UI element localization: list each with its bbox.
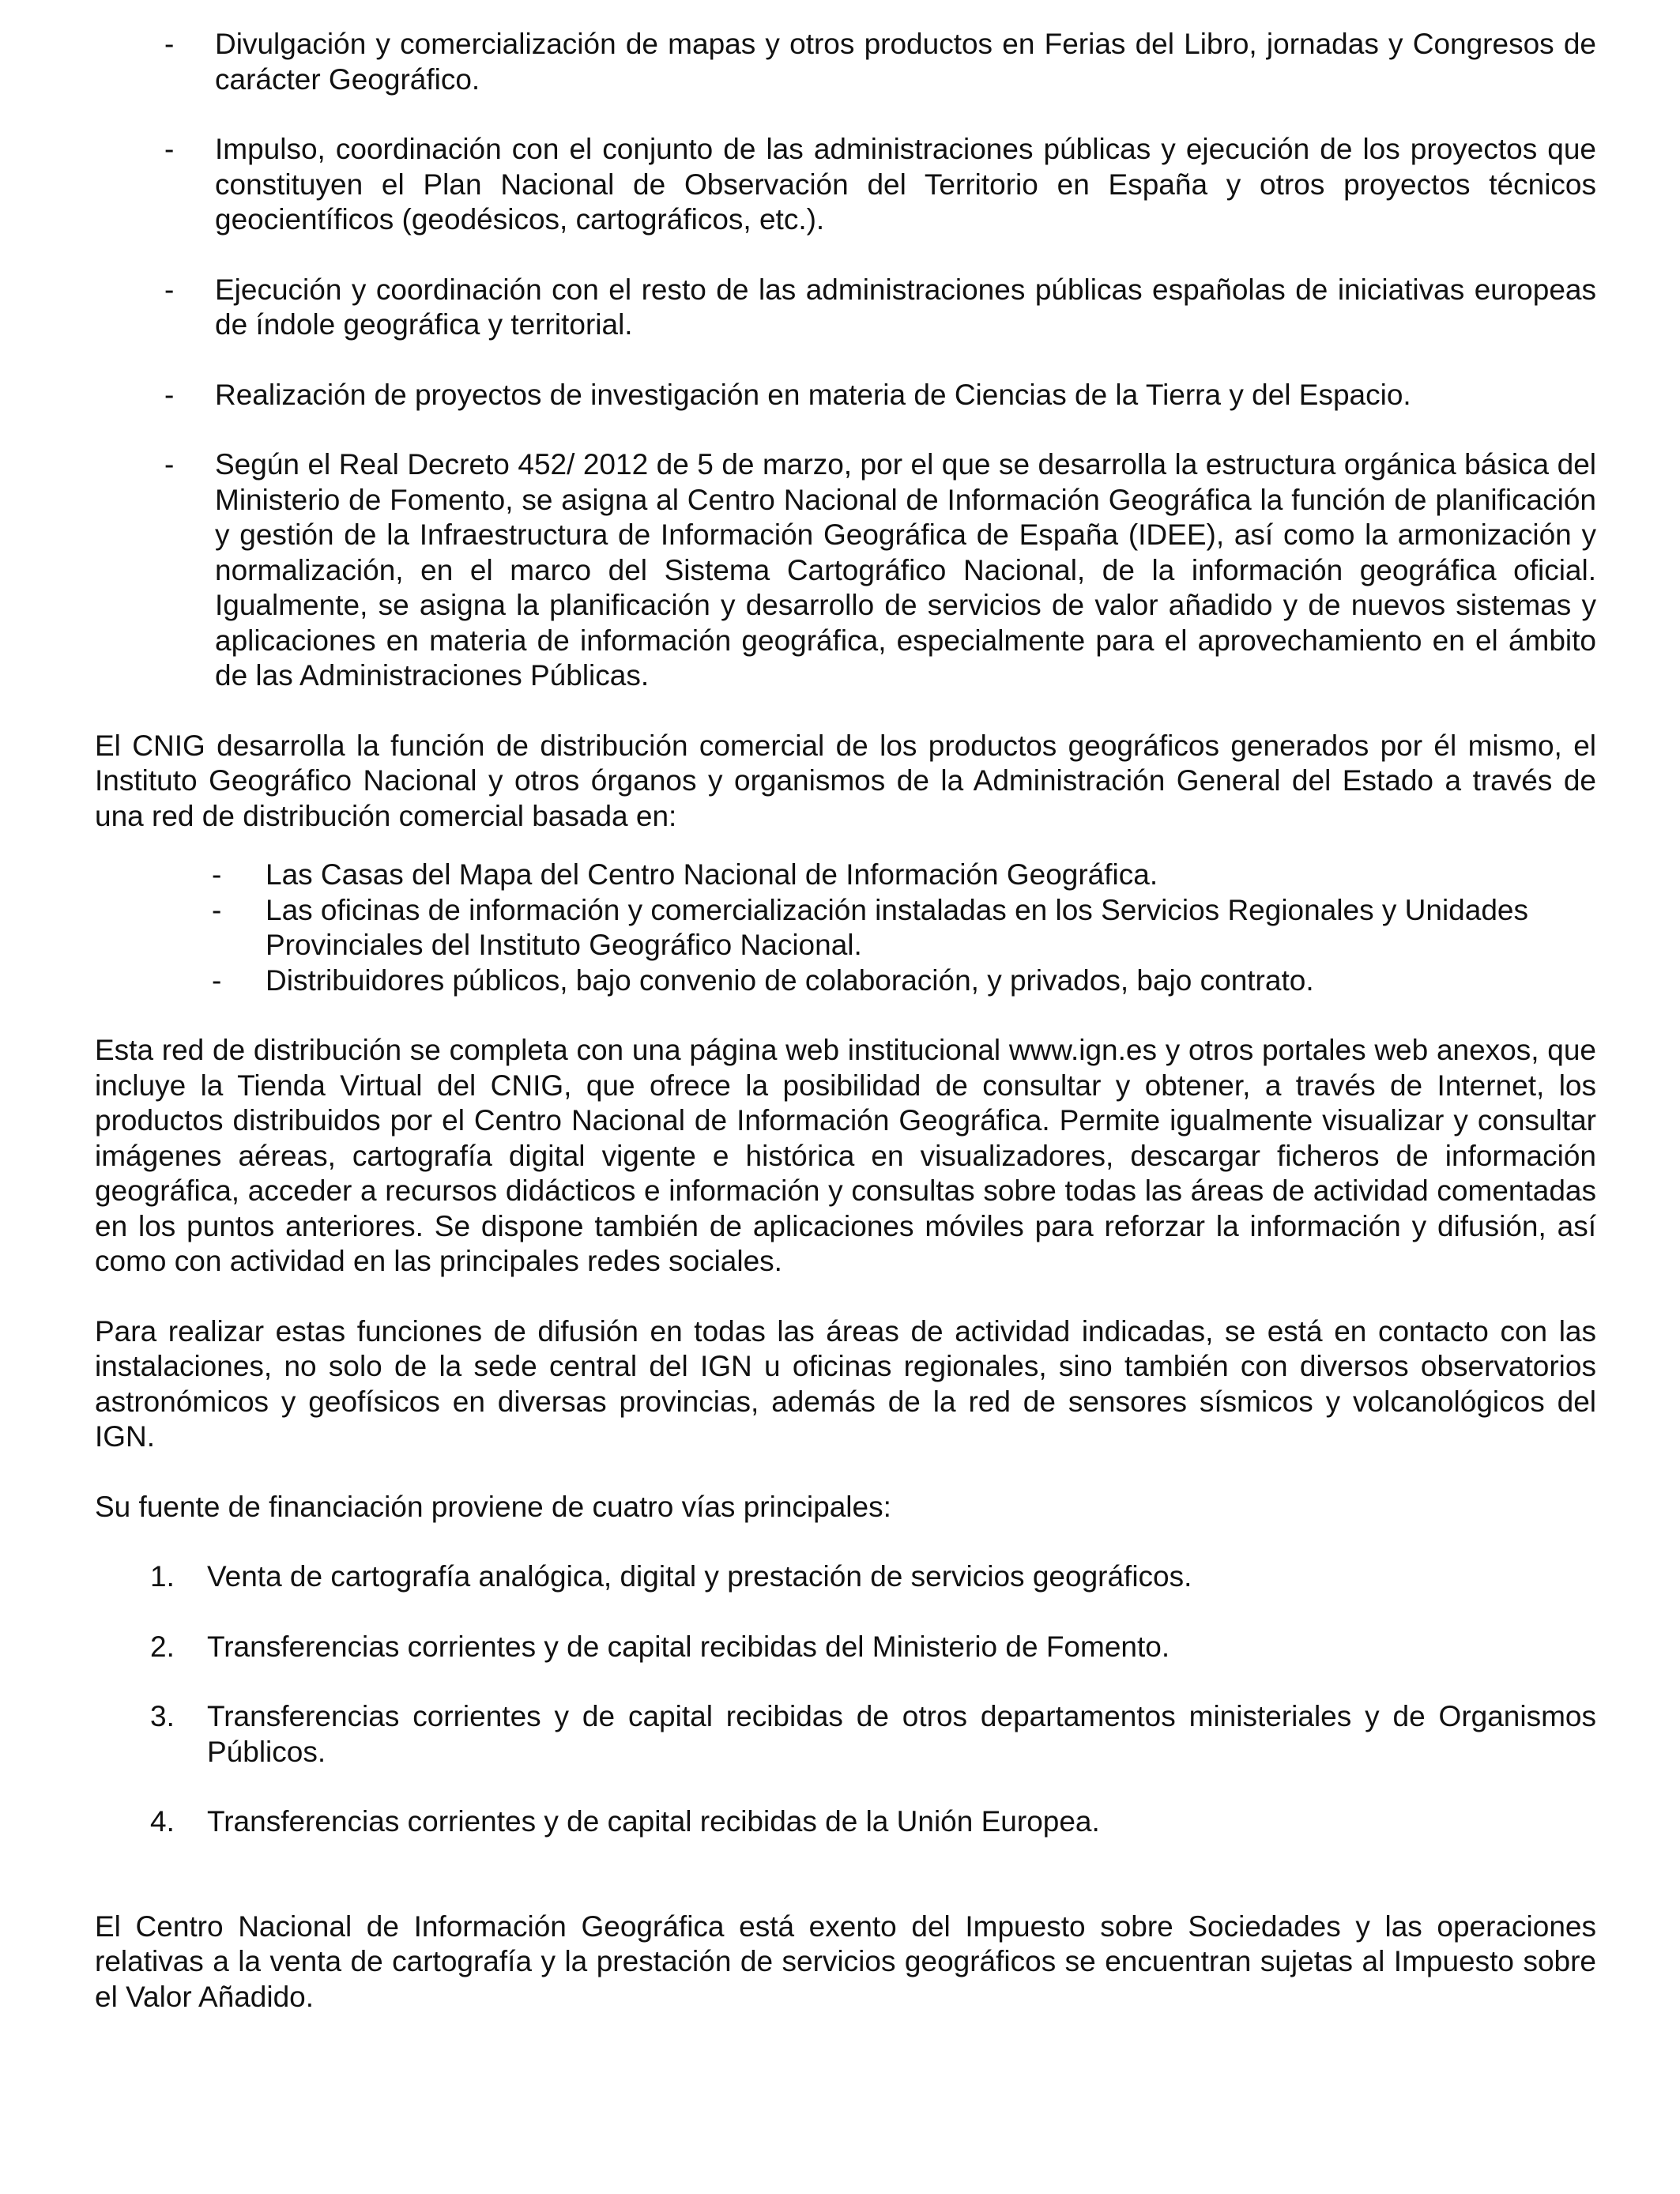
- list-item: [95, 378, 1596, 413]
- dash-bullet: -: [212, 963, 222, 997]
- distribution-item: [95, 893, 1596, 963]
- distribution-item: [95, 858, 1596, 893]
- funding-item-text: Transferencias corrientes y de capital recibidas del Ministerio de Fomento.: [207, 1630, 1170, 1663]
- distribution-item: [95, 963, 1596, 999]
- list-item: [95, 273, 1596, 343]
- dash-bullet: -: [164, 273, 175, 306]
- distribution-item-text: Las oficinas de información y comercialización instaladas en los Servicios Regionales y Unidades Provinciales del Instituto Geográfico Nacional.: [266, 893, 1528, 961]
- list-item-text: Impulso, coordinación con el conjunto de las administraciones públicas y ejecución de los proyectos que constituyen el Plan Nacional de Observación del Territorio en España y otros proyectos técnicos geocientíficos (geodésicos, cartográficos, etc.).: [215, 133, 1596, 236]
- dash-bullet: -: [164, 378, 175, 411]
- distribution-item-text: Las Casas del Mapa del Centro Nacional de Información Geográfica.: [266, 858, 1158, 891]
- funding-item: [95, 1559, 1596, 1595]
- funding-item-number: 3.: [150, 1700, 175, 1732]
- funding-list: [95, 1559, 1596, 1840]
- contact-paragraph: Para realizar estas funciones de difusión en todas las áreas de actividad indicadas, se está en contacto con las instalaciones, no solo de la sede central del IGN u oficinas regionales, sino también con diversos observatorios astronómicos y geofísicos en diversas provincias, además de la red de sensores sísmicos y volcanológicos del IGN.: [95, 1314, 1596, 1453]
- dash-bullet: -: [212, 858, 222, 891]
- distribution-intro-paragraph: El CNIG desarrolla la función de distribución comercial de los productos geográficos generados por él mismo, el Instituto Geográfico Nacional y otros órganos y organismos de la Administración General del Estado a través de una red de distribución comercial basada en:: [95, 729, 1596, 832]
- function-list: [95, 27, 1596, 694]
- funding-item-number: 4.: [150, 1805, 175, 1838]
- tax-paragraph: El Centro Nacional de Información Geográfica está exento del Impuesto sobre Sociedades y las operaciones relativas a la venta de cartografía y la prestación de servicios geográficos se encuentran sujetas al Impuesto sobre el Valor Añadido.: [95, 1909, 1596, 2013]
- dash-bullet: -: [164, 448, 175, 481]
- list-item: [95, 27, 1596, 97]
- funding-item-text: Venta de cartografía analógica, digital y prestación de servicios geográficos.: [207, 1560, 1192, 1593]
- list-item: [95, 132, 1596, 238]
- list-item-text: Realización de proyectos de investigación en materia de Ciencias de la Tierra y del Espacio.: [215, 378, 1411, 411]
- funding-intro-paragraph: Su fuente de financiación proviene de cuatro vías principales:: [95, 1490, 891, 1523]
- funding-item-number: 1.: [150, 1560, 175, 1593]
- distribution-item-text: Distribuidores públicos, bajo convenio de colaboración, y privados, bajo contrato.: [266, 963, 1314, 997]
- funding-item: [95, 1630, 1596, 1665]
- document-page: [95, 27, 1596, 2049]
- dash-bullet: -: [212, 893, 222, 926]
- distribution-list: [95, 858, 1596, 998]
- funding-item: [95, 1804, 1596, 1840]
- funding-item-text: Transferencias corrientes y de capital recibidas de otros departamentos ministeriales y de Organismos Públicos.: [207, 1700, 1596, 1768]
- funding-item-text: Transferencias corrientes y de capital recibidas de la Unión Europea.: [207, 1805, 1100, 1838]
- list-item: [95, 447, 1596, 694]
- list-item-text: Ejecución y coordinación con el resto de las administraciones públicas españolas de iniciativas europeas de índole geográfica y territorial.: [215, 273, 1596, 341]
- list-item-text: Según el Real Decreto 452/ 2012 de 5 de marzo, por el que se desarrolla la estructura orgánica básica del Ministerio de Fomento, se asigna al Centro Nacional de Información Geográfica la función de planificación y gestión de la Infraestructura de Información Geográfica de España (IDEE), así como la armonización y normalización, en el marco del Sistema Cartográfico Nacional, de la información geográfica oficial. Igualmente, se asigna la planificación y desarrollo de servicios de valor añadido y de nuevos sistemas y aplicaciones en materia de información geográfica, especialmente para el aprovechamiento en el ámbito de las Administraciones Públicas.: [215, 448, 1596, 692]
- dash-bullet: -: [164, 133, 175, 165]
- dash-bullet: -: [164, 28, 175, 60]
- funding-item: [95, 1699, 1596, 1770]
- web-paragraph: Esta red de distribución se completa con una página web institucional www.ign.es y otros portales web anexos, que incluye la Tienda Virtual del CNIG, que ofrece la posibilidad de consultar y obtener, a través de Internet, los productos distribuidos por el Centro Nacional de Información Geográfica. Permite igualmente visualizar y consultar imágenes aéreas, cartografía digital vigente e histórica en visualizadores, descargar ficheros de información geográfica, acceder a recursos didácticos e información y consultas sobre todas las áreas de actividad comentadas en los puntos anteriores. Se dispone también de aplicaciones móviles para reforzar la información y difusión, así como con actividad en las principales redes sociales.: [95, 1034, 1596, 1277]
- list-item-text: Divulgación y comercialización de mapas y otros productos en Ferias del Libro, jornadas y Congresos de carácter Geográfico.: [215, 28, 1596, 96]
- funding-item-number: 2.: [150, 1630, 175, 1663]
